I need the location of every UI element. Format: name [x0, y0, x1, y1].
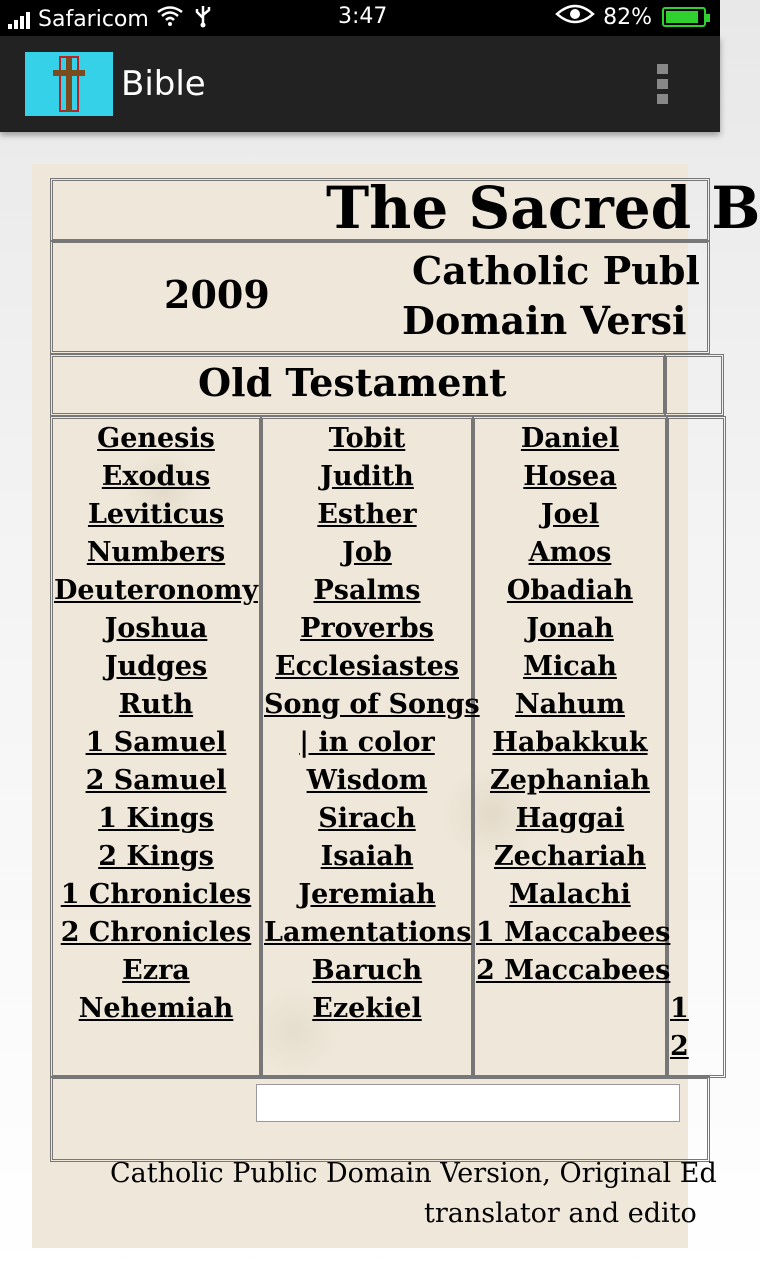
book-link[interactable]: Joshua	[104, 613, 208, 644]
book-link[interactable]: 1 Chronicles	[60, 879, 252, 910]
eye-icon	[555, 4, 595, 30]
page-title: The Sacred B	[326, 174, 760, 242]
book-link[interactable]: Ruth	[118, 689, 194, 720]
book-link[interactable]: 1 Maccabees	[476, 917, 671, 948]
new-testament-header-cell	[664, 354, 724, 416]
book-link[interactable]: Song of Songs	[264, 689, 480, 720]
book-link[interactable]: Malachi	[509, 879, 631, 910]
carrier-name: Safaricom	[38, 6, 149, 32]
book-link[interactable]: Isaiah	[320, 841, 414, 872]
battery-percent: 82%	[603, 4, 652, 30]
book-link[interactable]: Deuteronomy	[54, 575, 259, 606]
book-link[interactable]: 2 Maccabees	[476, 955, 671, 986]
app-bar	[0, 36, 720, 132]
book-link[interactable]: Zephaniah	[490, 765, 650, 796]
book-link[interactable]: Psalms	[313, 575, 421, 606]
book-link[interactable]: Jonah	[526, 613, 614, 644]
clock: 3:47	[338, 4, 388, 29]
app-title: Bible	[121, 64, 206, 104]
book-link[interactable]: Hosea	[523, 461, 617, 492]
book-link[interactable]: Judges	[104, 651, 208, 682]
book-list-col3	[476, 420, 671, 990]
book-link[interactable]: 2 Samuel	[85, 765, 227, 796]
year-label: 2009	[164, 272, 270, 317]
book-link[interactable]: Ecclesiastes	[275, 651, 459, 682]
book-link[interactable]: Proverbs	[300, 613, 434, 644]
web-content[interactable]	[32, 164, 760, 1248]
column4-cell	[666, 416, 726, 1078]
footer-line1: Catholic Public Domain Version, Original Ed	[110, 1158, 717, 1189]
book-link[interactable]: Genesis	[97, 423, 215, 454]
book-link[interactable]: Haggai	[515, 803, 625, 834]
signal-icon	[8, 9, 32, 29]
book-link[interactable]: Judith	[320, 461, 414, 492]
book-link[interactable]: Ezra	[122, 955, 190, 986]
book-link[interactable]: Job	[342, 537, 392, 568]
search-input[interactable]	[256, 1084, 680, 1122]
battery-icon	[662, 7, 706, 27]
overflow-menu-icon[interactable]	[657, 64, 669, 108]
book-link[interactable]: Nehemiah	[78, 993, 234, 1024]
subtitle-line1: Catholic Publ	[412, 248, 700, 293]
book-link[interactable]: Lamentations	[264, 917, 472, 948]
in-color-link[interactable]: in color	[318, 727, 435, 758]
book-link[interactable]: Micah	[523, 651, 617, 682]
book-link[interactable]: Amos	[528, 537, 612, 568]
book-link[interactable]: Leviticus	[87, 499, 225, 530]
book-link[interactable]: Nahum	[514, 689, 625, 720]
book-link[interactable]: Obadiah	[506, 575, 634, 606]
book-link[interactable]: Daniel	[520, 423, 620, 454]
book-link[interactable]: 1	[670, 993, 689, 1024]
book-link[interactable]: Esther	[317, 499, 417, 530]
book-list-col1	[54, 420, 258, 1028]
book-list-col4	[670, 990, 689, 1066]
old-testament-header: Old Testament	[198, 360, 507, 405]
book-link[interactable]: 2	[670, 1031, 689, 1062]
book-link[interactable]: Zechariah	[493, 841, 647, 872]
book-link[interactable]: Joel	[540, 499, 600, 530]
usb-icon	[193, 4, 213, 34]
crucifix-icon[interactable]	[25, 52, 113, 116]
status-bar	[0, 0, 720, 36]
book-link[interactable]: Baruch	[311, 955, 423, 986]
book-link[interactable]: Numbers	[86, 537, 226, 568]
book-link[interactable]: Ezekiel	[312, 993, 422, 1024]
book-link[interactable]: Tobit	[328, 423, 406, 454]
book-link[interactable]: 2 Chronicles	[60, 917, 252, 948]
book-link[interactable]: Jeremiah	[298, 879, 436, 910]
book-link[interactable]: Habakkuk	[492, 727, 648, 758]
book-list-col2	[264, 420, 480, 1028]
subtitle-line2: Domain Versi	[402, 298, 687, 343]
book-link[interactable]: Sirach	[318, 803, 416, 834]
in-color-link-line[interactable]: | in color	[299, 727, 435, 758]
book-link[interactable]: Exodus	[101, 461, 211, 492]
book-link[interactable]: Wisdom	[306, 765, 428, 796]
footer-line2: translator and edito	[424, 1198, 697, 1229]
wifi-icon	[157, 6, 183, 32]
book-link[interactable]: 2 Kings	[98, 841, 214, 872]
book-link[interactable]: 1 Kings	[98, 803, 214, 834]
book-link[interactable]: 1 Samuel	[85, 727, 227, 758]
